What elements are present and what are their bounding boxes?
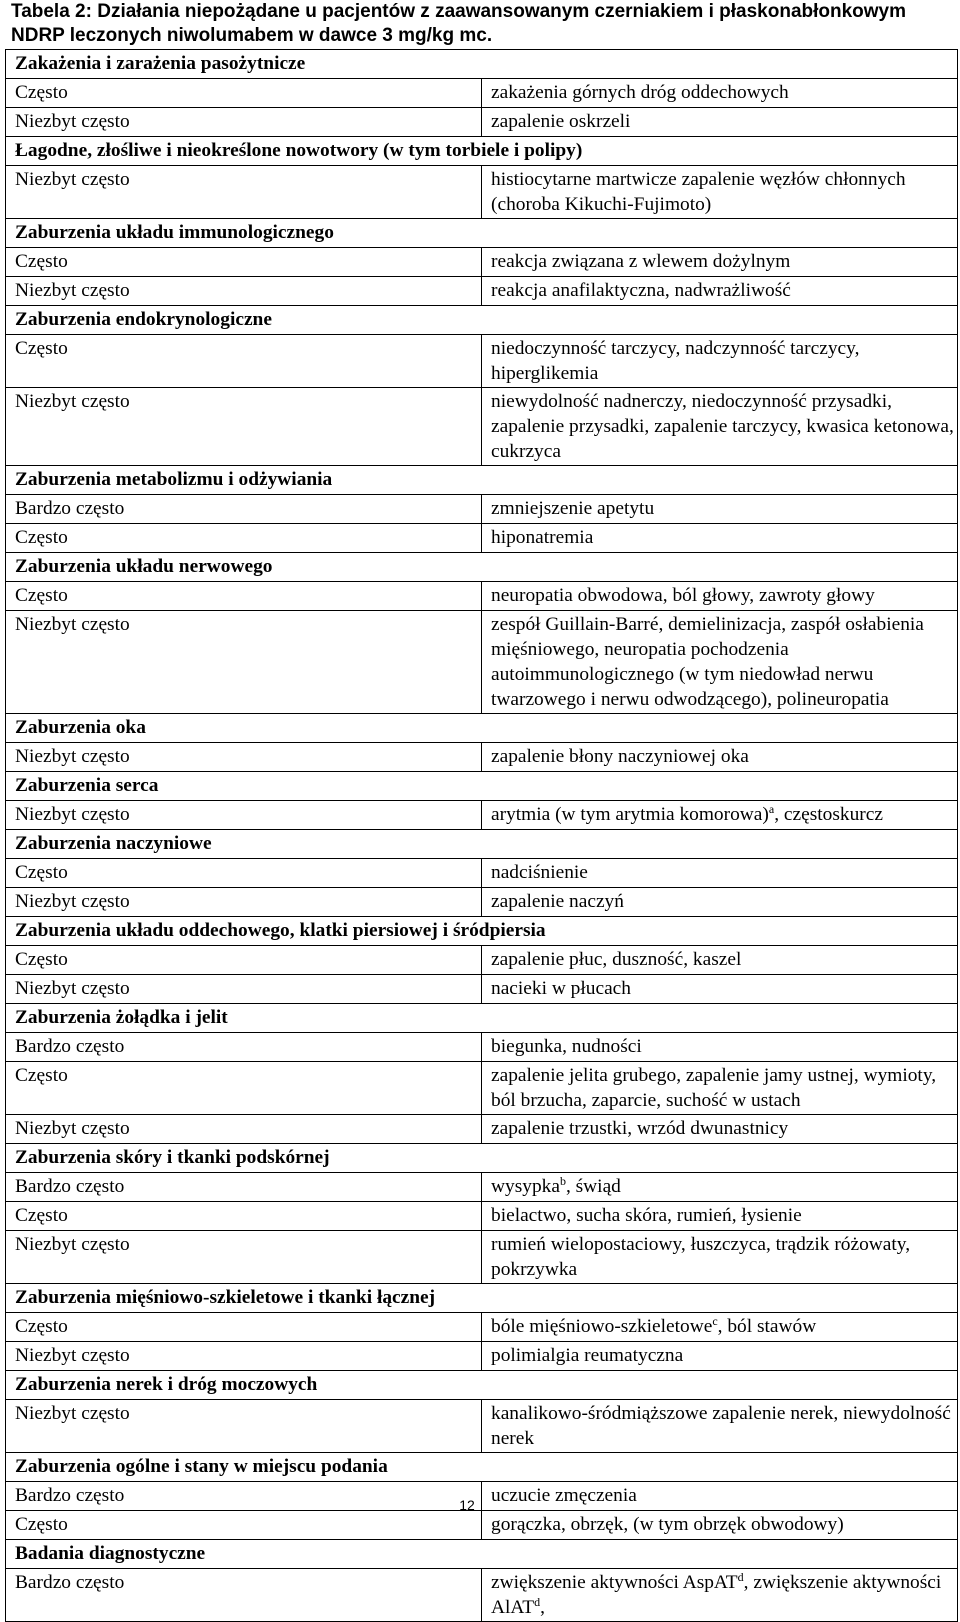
reaction-cell bbox=[482, 1400, 958, 1453]
reaction-text: polimialgia reumatyczna bbox=[491, 1345, 684, 1366]
reaction-text: niewydolność nadnerczy, niedoczynność przysadki, zapalenie przysadki, zapalenie tarczycy, kwasica ketonowa, cukrzyca bbox=[491, 391, 954, 462]
reaction-text: zapalenie błony naczyniowej oka bbox=[491, 746, 749, 767]
reaction-cell bbox=[482, 975, 958, 1004]
reaction-cell bbox=[482, 335, 958, 388]
frequency-cell: Często bbox=[6, 1062, 482, 1115]
footnote-marker: b bbox=[559, 1174, 566, 1188]
table-row bbox=[6, 743, 958, 772]
reaction-cell bbox=[482, 1033, 958, 1062]
section-title: Zaburzenia ogólne i stany w miejscu podania bbox=[6, 1453, 958, 1482]
section-title: Zaburzenia żołądka i jelit bbox=[6, 1004, 958, 1033]
footnote-marker: c bbox=[712, 1314, 718, 1328]
footnote-marker: d bbox=[737, 1570, 744, 1584]
table-row bbox=[6, 1400, 958, 1453]
section-header-row bbox=[6, 1284, 958, 1313]
table-row bbox=[6, 1033, 958, 1062]
reaction-cell bbox=[482, 495, 958, 524]
footnote-marker: d bbox=[534, 1595, 541, 1609]
table-row bbox=[6, 1231, 958, 1284]
section-header-row bbox=[6, 1004, 958, 1033]
section-title: Zaburzenia oka bbox=[6, 714, 958, 743]
table-row bbox=[6, 859, 958, 888]
frequency-cell: Niezbyt często bbox=[6, 277, 482, 306]
reaction-cell bbox=[482, 611, 958, 714]
reaction-cell bbox=[482, 248, 958, 277]
adverse-reactions-table-body bbox=[6, 50, 958, 1622]
table-row bbox=[6, 1313, 958, 1342]
reaction-text: arytmia (w tym arytmia komorowa) bbox=[491, 804, 769, 825]
reaction-cell bbox=[482, 524, 958, 553]
section-title: Zaburzenia naczyniowe bbox=[6, 830, 958, 859]
section-header-row bbox=[6, 50, 958, 79]
table-row bbox=[6, 388, 958, 466]
reaction-cell bbox=[482, 277, 958, 306]
reaction-cell bbox=[482, 859, 958, 888]
frequency-cell: Często bbox=[6, 335, 482, 388]
section-title: Zakażenia i zarażenia pasożytnicze bbox=[6, 50, 958, 79]
section-title: Zaburzenia układu nerwowego bbox=[6, 553, 958, 582]
table-row bbox=[6, 888, 958, 917]
frequency-cell: Często bbox=[6, 248, 482, 277]
table-row bbox=[6, 801, 958, 830]
reaction-text: histiocytarne martwicze zapalenie węzłów chłonnych (choroba Kikuchi-Fujimoto) bbox=[491, 169, 906, 215]
reaction-text: nacieki w płucach bbox=[491, 978, 631, 999]
frequency-cell: Niezbyt często bbox=[6, 1400, 482, 1453]
frequency-cell: Bardzo często bbox=[6, 1482, 482, 1511]
table-row bbox=[6, 524, 958, 553]
reaction-text: neuropatia obwodowa, ból głowy, zawroty głowy bbox=[491, 585, 875, 606]
section-header-row bbox=[6, 1371, 958, 1400]
section-title: Zaburzenia nerek i dróg moczowych bbox=[6, 1371, 958, 1400]
reaction-text: zapalenie płuc, duszność, kaszel bbox=[491, 949, 742, 970]
frequency-cell: Niezbyt często bbox=[6, 108, 482, 137]
section-title: Łagodne, złośliwe i nieokreślone nowotwory (w tym torbiele i polipy) bbox=[6, 137, 958, 166]
section-header-row bbox=[6, 219, 958, 248]
table-row bbox=[6, 79, 958, 108]
reaction-text-continued: , bbox=[540, 1597, 545, 1618]
reaction-text: bielactwo, sucha skóra, rumień, łysienie bbox=[491, 1205, 802, 1226]
reaction-text: zespół Guillain-Barré, demielinizacja, zaspół osłabienia mięśniowego, neuropatia pochodzenia autoimmunologicznego (w tym niedowład nerwu twarzowego i nerwu odwodzącego), polineuropatia bbox=[491, 614, 924, 710]
reaction-text: nadciśnienie bbox=[491, 862, 588, 883]
frequency-cell: Często bbox=[6, 1511, 482, 1540]
table-row bbox=[6, 108, 958, 137]
frequency-cell: Często bbox=[6, 79, 482, 108]
table-row bbox=[6, 1569, 958, 1622]
reaction-cell bbox=[482, 388, 958, 466]
reaction-text: zakażenia górnych dróg oddechowych bbox=[491, 82, 789, 103]
section-header-row bbox=[6, 917, 958, 946]
frequency-cell: Niezbyt często bbox=[6, 888, 482, 917]
reaction-cell bbox=[482, 582, 958, 611]
table-row bbox=[6, 1511, 958, 1540]
reaction-text-continued: , ból stawów bbox=[717, 1316, 817, 1337]
frequency-cell: Niezbyt często bbox=[6, 975, 482, 1004]
table-row bbox=[6, 166, 958, 219]
section-header-row bbox=[6, 466, 958, 495]
table-row bbox=[6, 1202, 958, 1231]
page-number: 12 bbox=[459, 1497, 475, 1513]
section-title: Zaburzenia endokrynologiczne bbox=[6, 306, 958, 335]
reaction-text: zapalenie oskrzeli bbox=[491, 111, 631, 132]
table-row bbox=[6, 611, 958, 714]
reaction-text: reakcja związana z wlewem dożylnym bbox=[491, 251, 791, 272]
table-caption: Tabela 2: Działania niepożądane u pacjentów z zaawansowanym czerniakiem i płaskonabłonkowym NDRP leczonych niwolumabem w dawce 3 mg/kg mc. bbox=[11, 1, 907, 46]
section-header-row bbox=[6, 1144, 958, 1173]
reaction-text: hiponatremia bbox=[491, 527, 594, 548]
reaction-cell bbox=[482, 1062, 958, 1115]
table-row bbox=[6, 1342, 958, 1371]
reaction-text: zwiększenie aktywności AspAT bbox=[491, 1572, 738, 1593]
section-header-row bbox=[6, 830, 958, 859]
reaction-cell bbox=[482, 1342, 958, 1371]
reaction-text-continued: , świąd bbox=[565, 1176, 621, 1197]
table-row bbox=[6, 1173, 958, 1202]
frequency-cell: Niezbyt często bbox=[6, 166, 482, 219]
frequency-cell: Niezbyt często bbox=[6, 801, 482, 830]
reaction-text: gorączka, obrzęk, (w tym obrzęk obwodowy) bbox=[491, 1514, 844, 1535]
reaction-text: rumień wielopostaciowy, łuszczyca, trądzik różowaty, pokrzywka bbox=[491, 1234, 911, 1280]
reaction-text: zapalenie jelita grubego, zapalenie jamy ustnej, wymioty, ból brzucha, zaparcie, suchość w ustach bbox=[491, 1065, 937, 1111]
section-title: Zaburzenia mięśniowo-szkieletowe i tkanki łącznej bbox=[6, 1284, 958, 1313]
reaction-cell bbox=[482, 743, 958, 772]
section-header-row bbox=[6, 714, 958, 743]
section-header-row bbox=[6, 553, 958, 582]
reaction-text: zmniejszenie apetytu bbox=[491, 498, 655, 519]
frequency-cell: Często bbox=[6, 582, 482, 611]
reaction-cell bbox=[482, 801, 958, 830]
table-row bbox=[6, 582, 958, 611]
table-row bbox=[6, 495, 958, 524]
reaction-text: niedoczynność tarczycy, nadczynność tarczycy, hiperglikemia bbox=[491, 338, 860, 384]
frequency-cell: Niezbyt często bbox=[6, 1342, 482, 1371]
reaction-cell bbox=[482, 1231, 958, 1284]
section-title: Zaburzenia metabolizmu i odżywiania bbox=[6, 466, 958, 495]
footnote-marker: a bbox=[768, 802, 775, 816]
frequency-cell: Bardzo często bbox=[6, 1569, 482, 1622]
frequency-cell: Niezbyt często bbox=[6, 1115, 482, 1144]
table-row bbox=[6, 975, 958, 1004]
section-header-row bbox=[6, 1540, 958, 1569]
section-title: Badania diagnostyczne bbox=[6, 1540, 958, 1569]
reaction-text-continued: , zwiększenie aktywności AlAT bbox=[491, 1572, 942, 1618]
reaction-text: bóle mięśniowo-szkieletowe bbox=[491, 1316, 713, 1337]
reaction-cell bbox=[482, 1173, 958, 1202]
reaction-text: uczucie zmęczenia bbox=[491, 1485, 637, 1506]
frequency-cell: Często bbox=[6, 859, 482, 888]
section-header-row bbox=[6, 306, 958, 335]
reaction-cell bbox=[482, 1115, 958, 1144]
reaction-text: reakcja anafilaktyczna, nadwrażliwość bbox=[491, 280, 791, 301]
frequency-cell: Niezbyt często bbox=[6, 611, 482, 714]
section-title: Zaburzenia skóry i tkanki podskórnej bbox=[6, 1144, 958, 1173]
table-row bbox=[6, 335, 958, 388]
section-header-row bbox=[6, 137, 958, 166]
table-row bbox=[6, 1115, 958, 1144]
table-row bbox=[6, 946, 958, 975]
frequency-cell: Często bbox=[6, 1202, 482, 1231]
reaction-cell bbox=[482, 1511, 958, 1540]
frequency-cell: Niezbyt często bbox=[6, 1231, 482, 1284]
reaction-text-continued: , częstoskurcz bbox=[774, 804, 883, 825]
section-header-row bbox=[6, 772, 958, 801]
frequency-cell: Niezbyt często bbox=[6, 743, 482, 772]
reaction-text: zapalenie trzustki, wrzód dwunastnicy bbox=[491, 1118, 789, 1139]
frequency-cell: Często bbox=[6, 524, 482, 553]
reaction-cell bbox=[482, 888, 958, 917]
reaction-text: wysypka bbox=[491, 1176, 560, 1197]
reaction-cell bbox=[482, 79, 958, 108]
reaction-text: biegunka, nudności bbox=[491, 1036, 642, 1057]
table-row bbox=[6, 248, 958, 277]
reaction-cell bbox=[482, 108, 958, 137]
table-row bbox=[6, 1062, 958, 1115]
section-header-row bbox=[6, 1453, 958, 1482]
reaction-cell bbox=[482, 946, 958, 975]
frequency-cell: Bardzo często bbox=[6, 495, 482, 524]
frequency-cell: Często bbox=[6, 946, 482, 975]
reaction-cell bbox=[482, 1202, 958, 1231]
reaction-text: kanalikowo-śródmiąższowe zapalenie nerek, niewydolność nerek bbox=[491, 1403, 951, 1449]
section-title: Zaburzenia układu oddechowego, klatki piersiowej i śródpiersia bbox=[6, 917, 958, 946]
frequency-cell: Niezbyt często bbox=[6, 388, 482, 466]
reaction-text: zapalenie naczyń bbox=[491, 891, 624, 912]
frequency-cell: Bardzo często bbox=[6, 1173, 482, 1202]
frequency-cell: Często bbox=[6, 1313, 482, 1342]
frequency-cell: Bardzo często bbox=[6, 1033, 482, 1062]
section-title: Zaburzenia układu immunologicznego bbox=[6, 219, 958, 248]
reaction-cell bbox=[482, 166, 958, 219]
reaction-cell bbox=[482, 1313, 958, 1342]
adverse-reactions-table bbox=[5, 49, 958, 1622]
section-title: Zaburzenia serca bbox=[6, 772, 958, 801]
reaction-cell bbox=[482, 1569, 958, 1622]
table-row bbox=[6, 277, 958, 306]
